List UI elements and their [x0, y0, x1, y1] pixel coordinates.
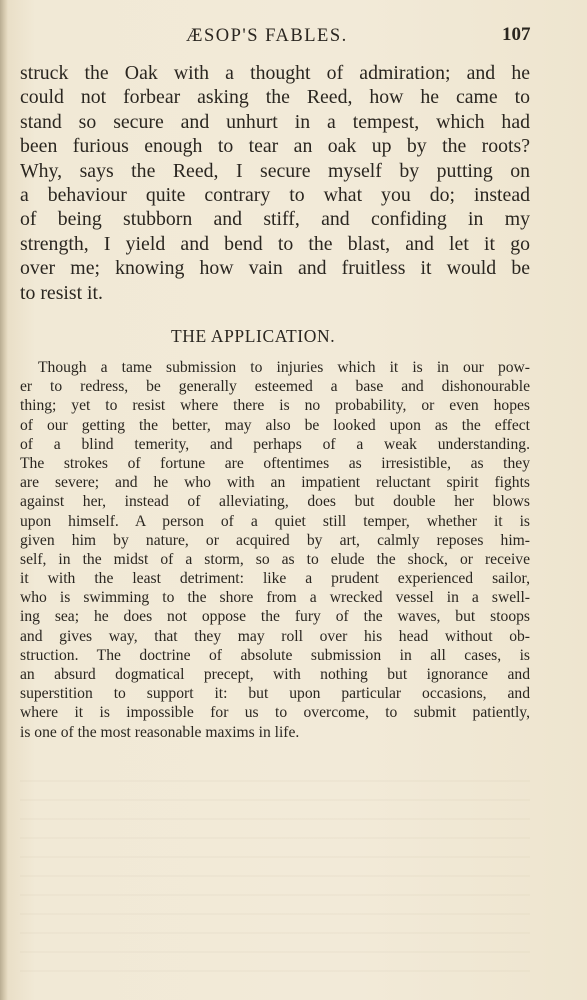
text-line: an absurd dogmatical precept, with nothing but ignorance and [20, 666, 530, 683]
text-line: er to redress, be generally esteemed a base and dishonourable [20, 378, 530, 396]
text-line: upon himself. A person of a quiet still temper, whether it is [20, 512, 530, 530]
text-line: thing; yet to resist where there is no probability, or even hopes [20, 397, 530, 415]
text-line: a behaviour quite contrary to what you do; instead [20, 183, 530, 206]
text-line: struck the Oak with a thought of admiration; and he [20, 62, 530, 84]
text-line: ing sea; he does not oppose the fury of the waves, but stoops [20, 608, 530, 626]
text-line: and gives way, that they may roll over his head without ob- [20, 627, 530, 645]
text-line: Why, says the Reed, I secure myself by putting on [20, 159, 530, 182]
text-line: given him by nature, or acquired by art, calmly reposes him- [20, 531, 530, 549]
text-line: Though a tame submission to injuries which it is in our pow- [38, 359, 530, 376]
text-line: of our getting the better, may also be looked upon as the effect [20, 416, 530, 434]
text-line: is one of the most reasonable maxims in life. [20, 723, 300, 741]
text-line: struction. The doctrine of absolute submission in all cases, is [20, 646, 530, 664]
text-line: stand so secure and unhurt in a tempest, which had [20, 110, 530, 133]
text-line: it with the least detriment: like a prudent experienced sailor, [20, 570, 530, 588]
text-line: where it is impossible for us to overcome, to submit patiently, [20, 704, 530, 722]
application-heading: THE APPLICATION. [171, 326, 336, 346]
application-text [20, 358, 530, 742]
page-number: 107 [502, 24, 531, 45]
text-line: over me; knowing how vain and fruitless it would be [20, 257, 530, 280]
text-line: superstition to support it: but upon particular occasions, and [20, 685, 530, 703]
text-line: to resist it. [20, 281, 103, 304]
fable-text [20, 61, 530, 305]
text-line: The strokes of fortune are oftentimes as irresistible, as they [20, 454, 530, 472]
running-head: ÆSOP'S FABLES. [186, 26, 348, 46]
text-line: against her, instead of alleviating, does but double her blows [20, 493, 530, 511]
page-gutter-edge [0, 0, 8, 1000]
text-line: could not forbear asking the Reed, how he came to [20, 86, 530, 109]
text-line: are severe; and he who with an impatient reluctant spirit fights [20, 474, 530, 492]
text-line: self, in the midst of a storm, so as to elude the shock, or receive [20, 550, 530, 568]
text-line: of being stubborn and stiff, and confiding in my [20, 208, 530, 231]
text-line: strength, I yield and bend to the blast, and let it go [20, 232, 530, 255]
text-line: who is swimming to the shore from a wrecked vessel in a swell- [20, 589, 530, 607]
show-through-texture [20, 780, 530, 980]
text-line: of a blind temerity, and perhaps of a weak understanding. [20, 435, 530, 453]
text-line: been furious enough to tear an oak up by the roots? [20, 135, 530, 158]
